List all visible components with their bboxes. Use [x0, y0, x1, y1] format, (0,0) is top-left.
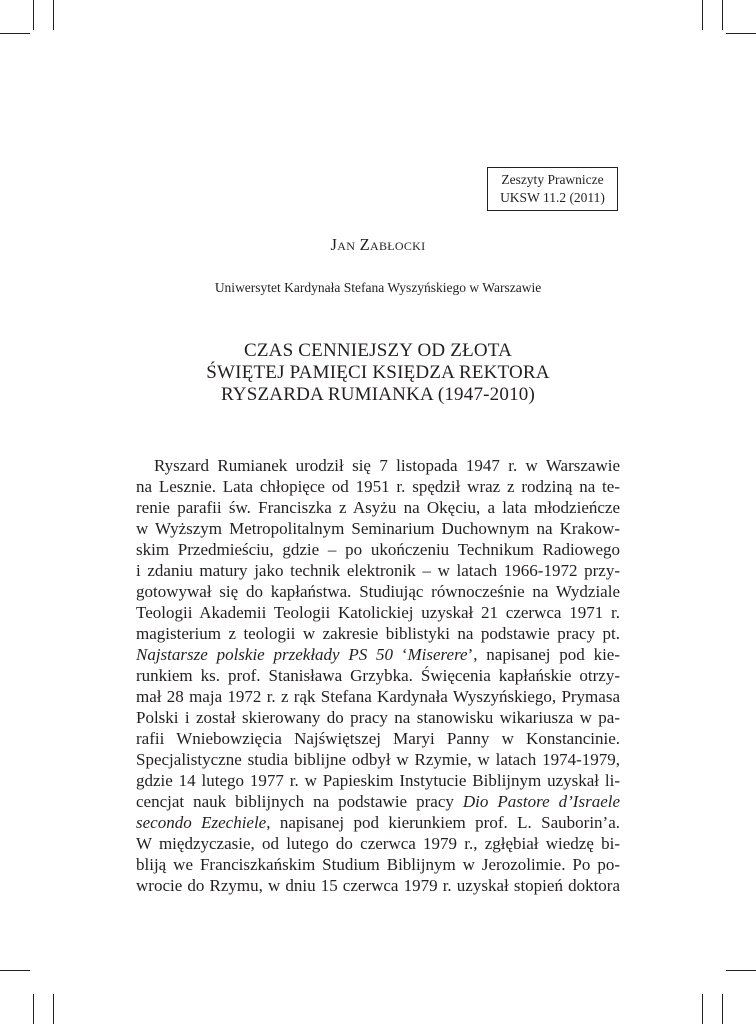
text-line: Ryszard Rumianek urodził się 7 listopada 1947 r. w Warszawie [154, 456, 620, 475]
text-line [136, 791, 620, 812]
italic-work-title: Dio Pastore d’Israele [462, 792, 620, 811]
crop-mark [0, 33, 30, 34]
text-line: W międzyczasie, od lutego do czerwca 1979 r., zgłębiał wiedzę bi- [136, 834, 620, 853]
text-line: runkiem ks. prof. Stanisława Grzybka. Święcenia kapłańskie otrzy- [136, 666, 620, 685]
text-line: Specjalistyczne studia biblijne odbył w Rzymie, w latach 1974-1979, [136, 750, 620, 769]
text-line: gdzie 14 lutego 1977 r. w Papieskim Instytucie Biblijnym uzyskał li- [136, 771, 620, 790]
text-span: ‘ [393, 645, 408, 664]
author-name: Jan Zabłocki [330, 235, 426, 254]
journal-reference-box [487, 167, 618, 211]
title-line: ŚWIĘTEJ PAMIĘCI KSIĘDZA REKTORA [206, 362, 550, 383]
crop-mark [33, 994, 34, 1024]
text-span: , napisanej pod kierunkiem prof. L. Sauborin’a. [266, 813, 620, 832]
crop-mark [722, 994, 723, 1024]
text-line: gotowywał się do kapłaństwa. Studiując równocześnie na Wydziale [136, 582, 620, 601]
text-span: ’, napisanej pod kie- [467, 645, 620, 664]
text-line: wrocie do Rzymu, w dniu 15 czerwca 1979 r. uzyskał stopień doktora [136, 876, 620, 895]
text-line: Polski i został skierowany do pracy na stanowisku wikariusza w pa- [136, 708, 620, 727]
text-span: cencjat nauk biblijnych na podstawie pracy [136, 792, 463, 811]
article-title [0, 340, 756, 406]
crop-mark [726, 33, 756, 34]
italic-work-title: Miserere [407, 645, 468, 664]
crop-mark [53, 994, 54, 1024]
text-line: skim Przedmieściu, gdzie – po ukończeniu Technikum Radiowego [136, 540, 620, 559]
text-line: w Wyższym Metropolitalnym Seminarium Duchownym na Krakow- [136, 519, 620, 538]
text-line: renie parafii św. Franciszka z Asyżu na Okęciu, a lata młodzieńcze [136, 498, 620, 517]
crop-mark [702, 0, 703, 30]
title-line: CZAS CENNIEJSZY OD ZŁOTA [243, 340, 513, 361]
crop-mark [0, 970, 30, 971]
text-line: i zdaniu matury jako technik elektronik – w latach 1966-1972 przy- [136, 561, 620, 580]
italic-work-title: Najstarsze polskie przekłady PS 50 [136, 645, 394, 664]
journal-name: Zeszyty Prawnicze [501, 172, 604, 187]
crop-mark [726, 970, 756, 971]
body-paragraph [136, 455, 620, 896]
crop-mark [33, 0, 34, 30]
text-line [136, 812, 620, 833]
author-affiliation: Uniwersytet Kardynała Stefana Wyszyńskiego w Warszawie [214, 280, 542, 295]
title-line: RYSZARDA RUMIANKA (1947-2010) [220, 384, 536, 405]
crop-mark [722, 0, 723, 30]
italic-work-title: secondo Ezechiele [136, 813, 267, 832]
crop-mark [53, 0, 54, 30]
text-line: magisterium z teologii w zakresie biblistyki na podstawie pracy pt. [136, 624, 620, 643]
text-line: bliją we Franciszkańskim Studium Biblijnym w Jerozolimie. Po po- [136, 855, 620, 874]
text-line: mał 28 maja 1972 r. z rąk Stefana Kardynała Wyszyńskiego, Prymasa [136, 687, 620, 706]
text-line: Teologii Akademii Teologii Katolickiej uzyskał 21 czerwca 1971 r. [136, 603, 620, 622]
text-line: rafii Wniebowzięcia Najświętszej Maryi Panny w Konstancinie. [136, 729, 620, 748]
journal-issue: UKSW 11.2 (2011) [500, 190, 605, 205]
crop-mark [702, 994, 703, 1024]
text-line [136, 644, 620, 665]
text-line: na Lesznie. Lata chłopięce od 1951 r. spędził wraz z rodziną na te- [136, 477, 620, 496]
